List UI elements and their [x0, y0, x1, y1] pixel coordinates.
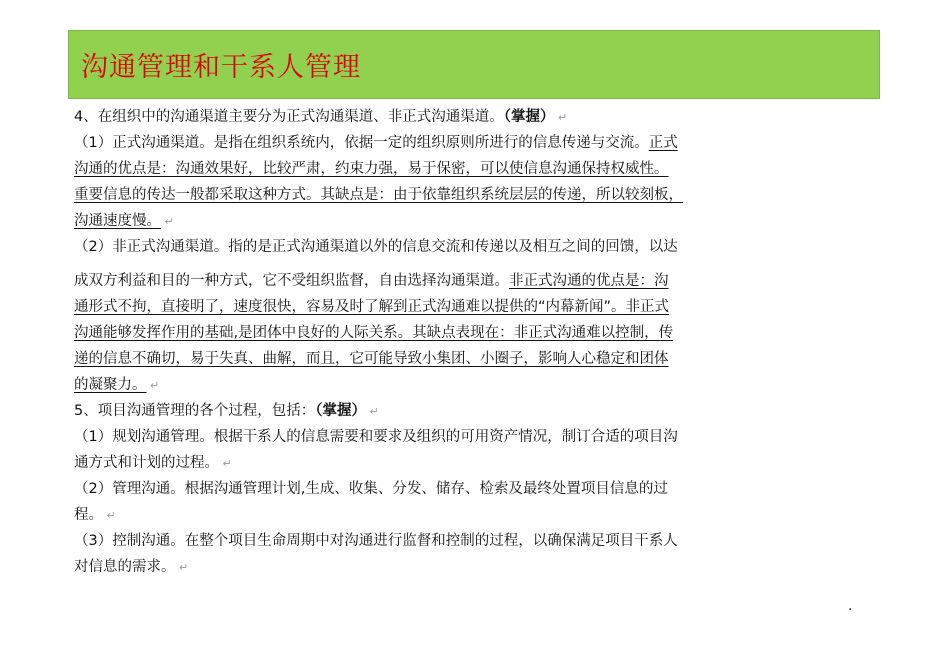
text-line [74, 104, 854, 130]
text-segment: 成双方利益和目的一种方式，它不受组织监督，自由选择沟通渠道。 [74, 273, 509, 289]
text-segment: （2）管理沟通。根据沟通管理计划,生成、收集、分发、储存、检索及最终处置项目信息的过 [74, 481, 668, 497]
body-text [74, 104, 854, 580]
paragraph-mark-icon: ↵ [103, 509, 116, 522]
text-line [74, 450, 854, 476]
text-line [74, 424, 854, 450]
text-line [74, 130, 854, 156]
title-bar [68, 30, 880, 99]
text-line [74, 476, 854, 502]
text-segment: （1）规划沟通管理。根据干系人的信息需要和要求及组织的可用资产情况，制订合适的项目沟 [74, 429, 678, 445]
text-line [74, 398, 854, 424]
text-line [74, 268, 854, 294]
text-line [74, 528, 854, 554]
text-segment: 通方式和计划的过程。 [74, 455, 219, 471]
text-segment: （3）控制沟通。在整个项目生命周期中对沟通进行监督和控制的过程，以确保满足项目干系人 [74, 533, 678, 549]
paragraph-mark-icon: ↵ [161, 215, 174, 228]
text-segment: （2）非正式沟通渠道。指的是正式沟通渠道以外的信息交流和传递以及相互之间的回馈，以达 [74, 239, 678, 255]
text-segment: 沟通的优点是：沟通效果好，比较严肃，约束力强，易于保密，可以使信息沟通保持权威性。 [74, 161, 669, 177]
text-segment: 通形式不拘，直接明了，速度很快，容易及时了解到正式沟通难以提供的“内幕新闻”。非正式 [74, 299, 670, 315]
text-line [74, 502, 854, 528]
text-line [74, 372, 854, 398]
text-segment: 的凝聚力。 [74, 377, 147, 393]
text-line [74, 156, 854, 182]
text-segment: 正式 [648, 135, 678, 151]
text-line [74, 346, 854, 372]
footer-dot: . [848, 598, 853, 614]
text-segment: 非正式沟通的优点是：沟 [509, 273, 669, 289]
paragraph-mark-icon: ↵ [365, 405, 379, 418]
text-segment: 沟通能够发挥作用的基础,是团体中良好的人际关系。其缺点表现在：非正式沟通难以控制，传 [74, 325, 674, 341]
paragraph-mark-icon: ↵ [219, 457, 232, 470]
paragraph-mark-icon: ↵ [146, 379, 160, 392]
paragraph-mark-icon: ↵ [175, 561, 189, 574]
text-line [74, 554, 854, 580]
text-segment: 对信息的需求。 [74, 559, 176, 575]
text-segment: 4、在组织中的沟通渠道主要分为正式沟通渠道、非正式沟通渠道。 [74, 109, 504, 125]
text-line [74, 182, 854, 208]
emphasis-text: （掌握） [503, 109, 555, 125]
text-line [74, 294, 854, 320]
text-line [74, 320, 854, 346]
text-segment: 递的信息不确切，易于失真、曲解，而且，它可能导致小集团、小圈子，影响人心稳定和团体 [74, 351, 669, 367]
text-segment: 程。 [74, 507, 103, 523]
text-line [74, 208, 854, 234]
text-segment: 5、项目沟通管理的各个过程，包括： [74, 403, 316, 419]
text-segment: 沟通速度慢。 [74, 213, 161, 229]
text-segment: （1）正式沟通渠道。是指在组织系统内，依据一定的组织原则所进行的信息传递与交流。 [74, 135, 649, 151]
line-gap [74, 260, 854, 268]
emphasis-text: （掌握） [315, 403, 366, 419]
text-line [74, 234, 854, 260]
paragraph-mark-icon: ↵ [554, 111, 568, 124]
page-title: 沟通管理和干系人管理 [81, 52, 361, 83]
text-segment: 重要信息的传达一般都采取这种方式。其缺点是：由于依靠组织系统层层的传递，所以较刻板， [74, 187, 683, 203]
